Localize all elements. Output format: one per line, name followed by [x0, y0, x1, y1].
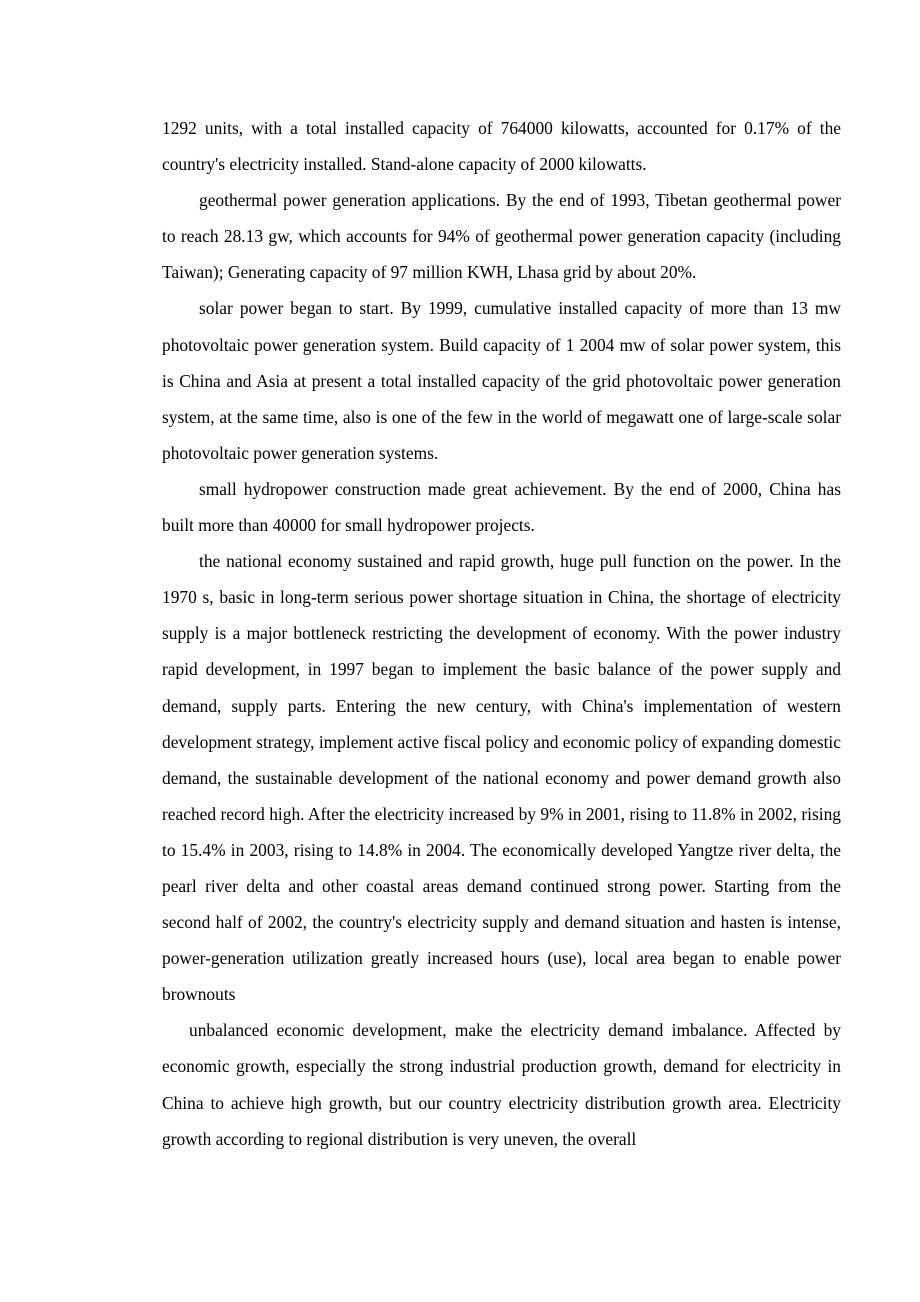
paragraph-solar: solar power began to start. By 1999, cumulative installed capacity of more than 13 mw photovoltaic power generation system. Build capacity of 1 2004 mw of solar power system, this is China and Asia at present a total installed capacity of the grid photovoltaic power generation system, at the same time, also is one of the few in the world of megawatt one of large-scale solar photovoltaic power generation systems.: [162, 298, 841, 463]
paragraph-economy-growth: the national economy sustained and rapid growth, huge pull function on the power. In the 1970 s, basic in long-term serious power shortage situation in China, the shortage of electricity supply is a major bottleneck restricting the development of economy. With the power industry rapid development, in 1997 began to implement the basic balance of the power supply and demand, supply parts. Entering the new century, with China's implementation of western development strategy, implement active fiscal policy and economic policy of expanding domestic demand, the sustainable development of the national economy and power demand growth also reached record high. After the electricity increased by 9% in 2001, rising to 11.8% in 2002, rising to 15.4% in 2003, rising to 14.8% in 2004. The economically developed Yangtze river delta, the pearl river delta and other coastal areas demand continued strong power. Starting from the second half of 2002, the country's electricity supply and demand situation and hasten is intense, power-generation utilization greatly increased hours (use), local area began to enable power brownouts: [162, 551, 841, 1005]
paragraph-capacity-continuation: 1292 units, with a total installed capacity of 764000 kilowatts, accounted for 0.17% of the country's electricity installed. Stand-alone capacity of 2000 kilowatts.: [162, 118, 841, 175]
paragraph-geothermal: geothermal power generation applications. By the end of 1993, Tibetan geothermal power to reach 28.13 gw, which accounts for 94% of geothermal power generation capacity (including Taiwan); Generating capacity of 97 million KWH, Lhasa grid by about 20%.: [162, 190, 841, 283]
paragraph-unbalanced-development: unbalanced economic development, make the electricity demand imbalance. Affected by economic growth, especially the strong industrial production growth, demand for electricity in China to achieve high growth, but our country electricity distribution growth area. Electricity growth according to regional distribution is very uneven, the overall: [162, 1020, 841, 1149]
paragraph-small-hydropower: small hydropower construction made great achievement. By the end of 2000, China has built more than 40000 for small hydropower projects.: [162, 478, 841, 536]
document-page: [162, 110, 841, 1157]
